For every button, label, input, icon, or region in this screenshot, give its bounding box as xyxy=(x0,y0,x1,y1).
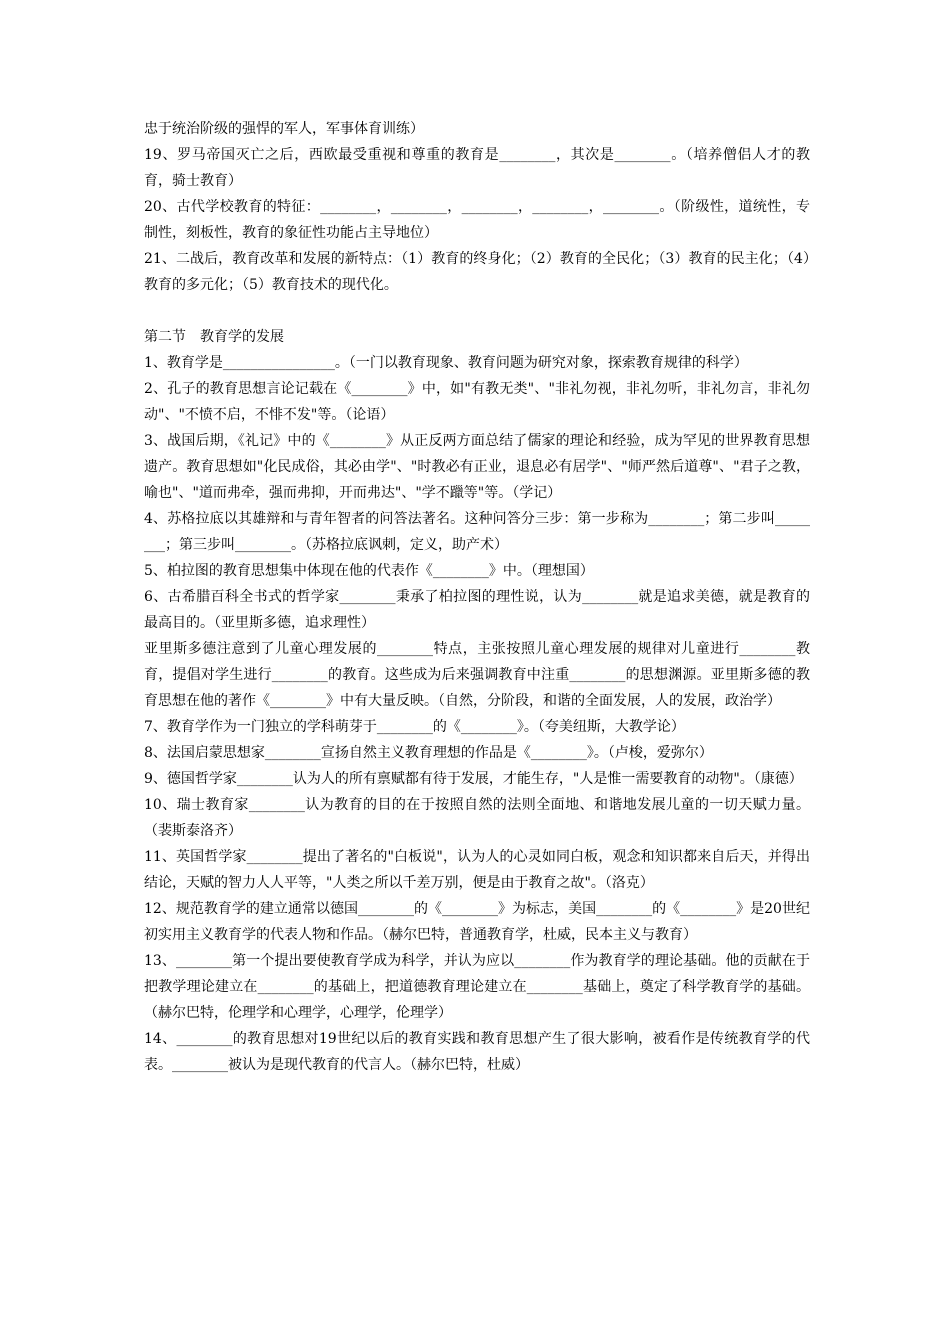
section-title: 第二节 教育学的发展 xyxy=(144,329,284,345)
paragraph-continuation-18: 忠于统治阶级的强悍的军人，军事体育训练） xyxy=(144,121,424,137)
paragraph-item-7: 7、教育学作为一门独立的学科萌芽于________的《________》。（夸美纽斯，大教学论） xyxy=(144,719,685,735)
paragraph-item-5: 5、柏拉图的教育思想集中体现在他的代表作《________》中。（理想国） xyxy=(144,563,594,579)
paragraph-item-19: 19、罗马帝国灭亡之后，西欧最受重视和尊重的教育是________，其次是________。（培养僧侣人才的教育，骑士教育） xyxy=(144,147,810,189)
paragraph-item-8: 8、法国启蒙思想家________宣扬自然主义教育理想的作品是《________》。（卢梭，爱弥尔） xyxy=(144,745,713,761)
paragraph-item-14: 14、________的教育思想对19世纪以后的教育实践和教育思想产生了很大影响，被看作是传统教育学的代表。________被认为是现代教育的代言人。（赫尔巴特，杜威） xyxy=(144,1031,810,1073)
paragraph-item-6: 6、古希腊百科全书式的哲学家________秉承了柏拉图的理性说，认为________就是追求美德，就是教育的最高目的。（亚里斯多德，追求理性） xyxy=(144,589,810,631)
paragraph-item-10: 10、瑞士教育家________认为教育的目的在于按照自然的法则全面地、和谐地发展儿童的一切天赋力量。（裴斯泰洛齐） xyxy=(144,797,810,839)
paragraph-item-2: 2、孔子的教育思想言论记载在《________》中，如"有教无类"、"非礼勿视，非礼勿听，非礼勿言，非礼勿动"、"不愤不启，不悱不发"等。（论语） xyxy=(144,381,810,423)
paragraph-item-20: 20、古代学校教育的特征：________，________，________，________，________。（阶级性，道统性，专制性，刻板性，教育的象征性功能占主导地位） xyxy=(144,199,810,241)
paragraph-item-21: 21、二战后，教育改革和发展的新特点：（1）教育的终身化；（2）教育的全民化；（3）教育的民主化；（4）教育的多元化；（5）教育技术的现代化。 xyxy=(144,251,810,293)
paragraph-item-3: 3、战国后期，《礼记》中的《________》从正反两方面总结了儒家的理论和经验，成为罕见的世界教育思想遗产。教育思想如"化民成俗，其必由学"、"时教必有正业，退息必有居学"、"师严然后道尊"、"君子之教，喻也"、"道而弗牵，强而弗抑，开而弗达"、"学不躐等"等。（学记） xyxy=(144,433,810,501)
paragraph-item-9: 9、德国哲学家________认为人的所有禀赋都有待于发展，才能生存，"人是惟一需要教育的动物"。（康德） xyxy=(144,771,803,787)
paragraph-item-11: 11、英国哲学家________提出了著名的"白板说"，认为人的心灵如同白板，观念和知识都来自后天，并得出结论，天赋的智力人人平等，"人类之所以千差万别，便是由于教育之故"。（洛克） xyxy=(144,849,810,891)
paragraph-item-12: 12、规范教育学的建立通常以德国________的《________》为标志，美国________的《________》是20世纪初实用主义教育学的代表人物和作品。（赫尔巴特，普通教育学，杜威，民本主义与教育） xyxy=(144,901,810,943)
paragraph-item-1: 1、教育学是________________。（一门以教育现象、教育问题为研究对象，探索教育规律的科学） xyxy=(144,355,748,371)
paragraph-item-4: 4、苏格拉底以其雄辩和与青年智者的问答法著名。这种问答分三步：第一步称为________；第二步叫________；第三步叫________。（苏格拉底讽刺，定义，助产术） xyxy=(144,511,810,553)
paragraph-item-13: 13、________第一个提出要使教育学成为科学，并认为应以________作为教育学的理论基础。他的贡献在于把教学理论建立在________的基础上，把道德教育理论建立在________基础上，奠定了科学教育学的基础。（赫尔巴特，伦理学和心理学，心理学，伦理学） xyxy=(144,953,810,1021)
blank-line xyxy=(144,298,810,324)
document-page xyxy=(144,116,810,1078)
paragraph-item-6-continued: 亚里斯多德注意到了儿童心理发展的________特点，主张按照儿童心理发展的规律对儿童进行________教育，提倡对学生进行________的教育。这些成为后来强调教育中注重________的思想渊源。亚里斯多德的教育思想在他的著作《________》中有大量反映。（自然，分阶段，和谐的全面发展，人的发展，政治学） xyxy=(144,641,810,709)
